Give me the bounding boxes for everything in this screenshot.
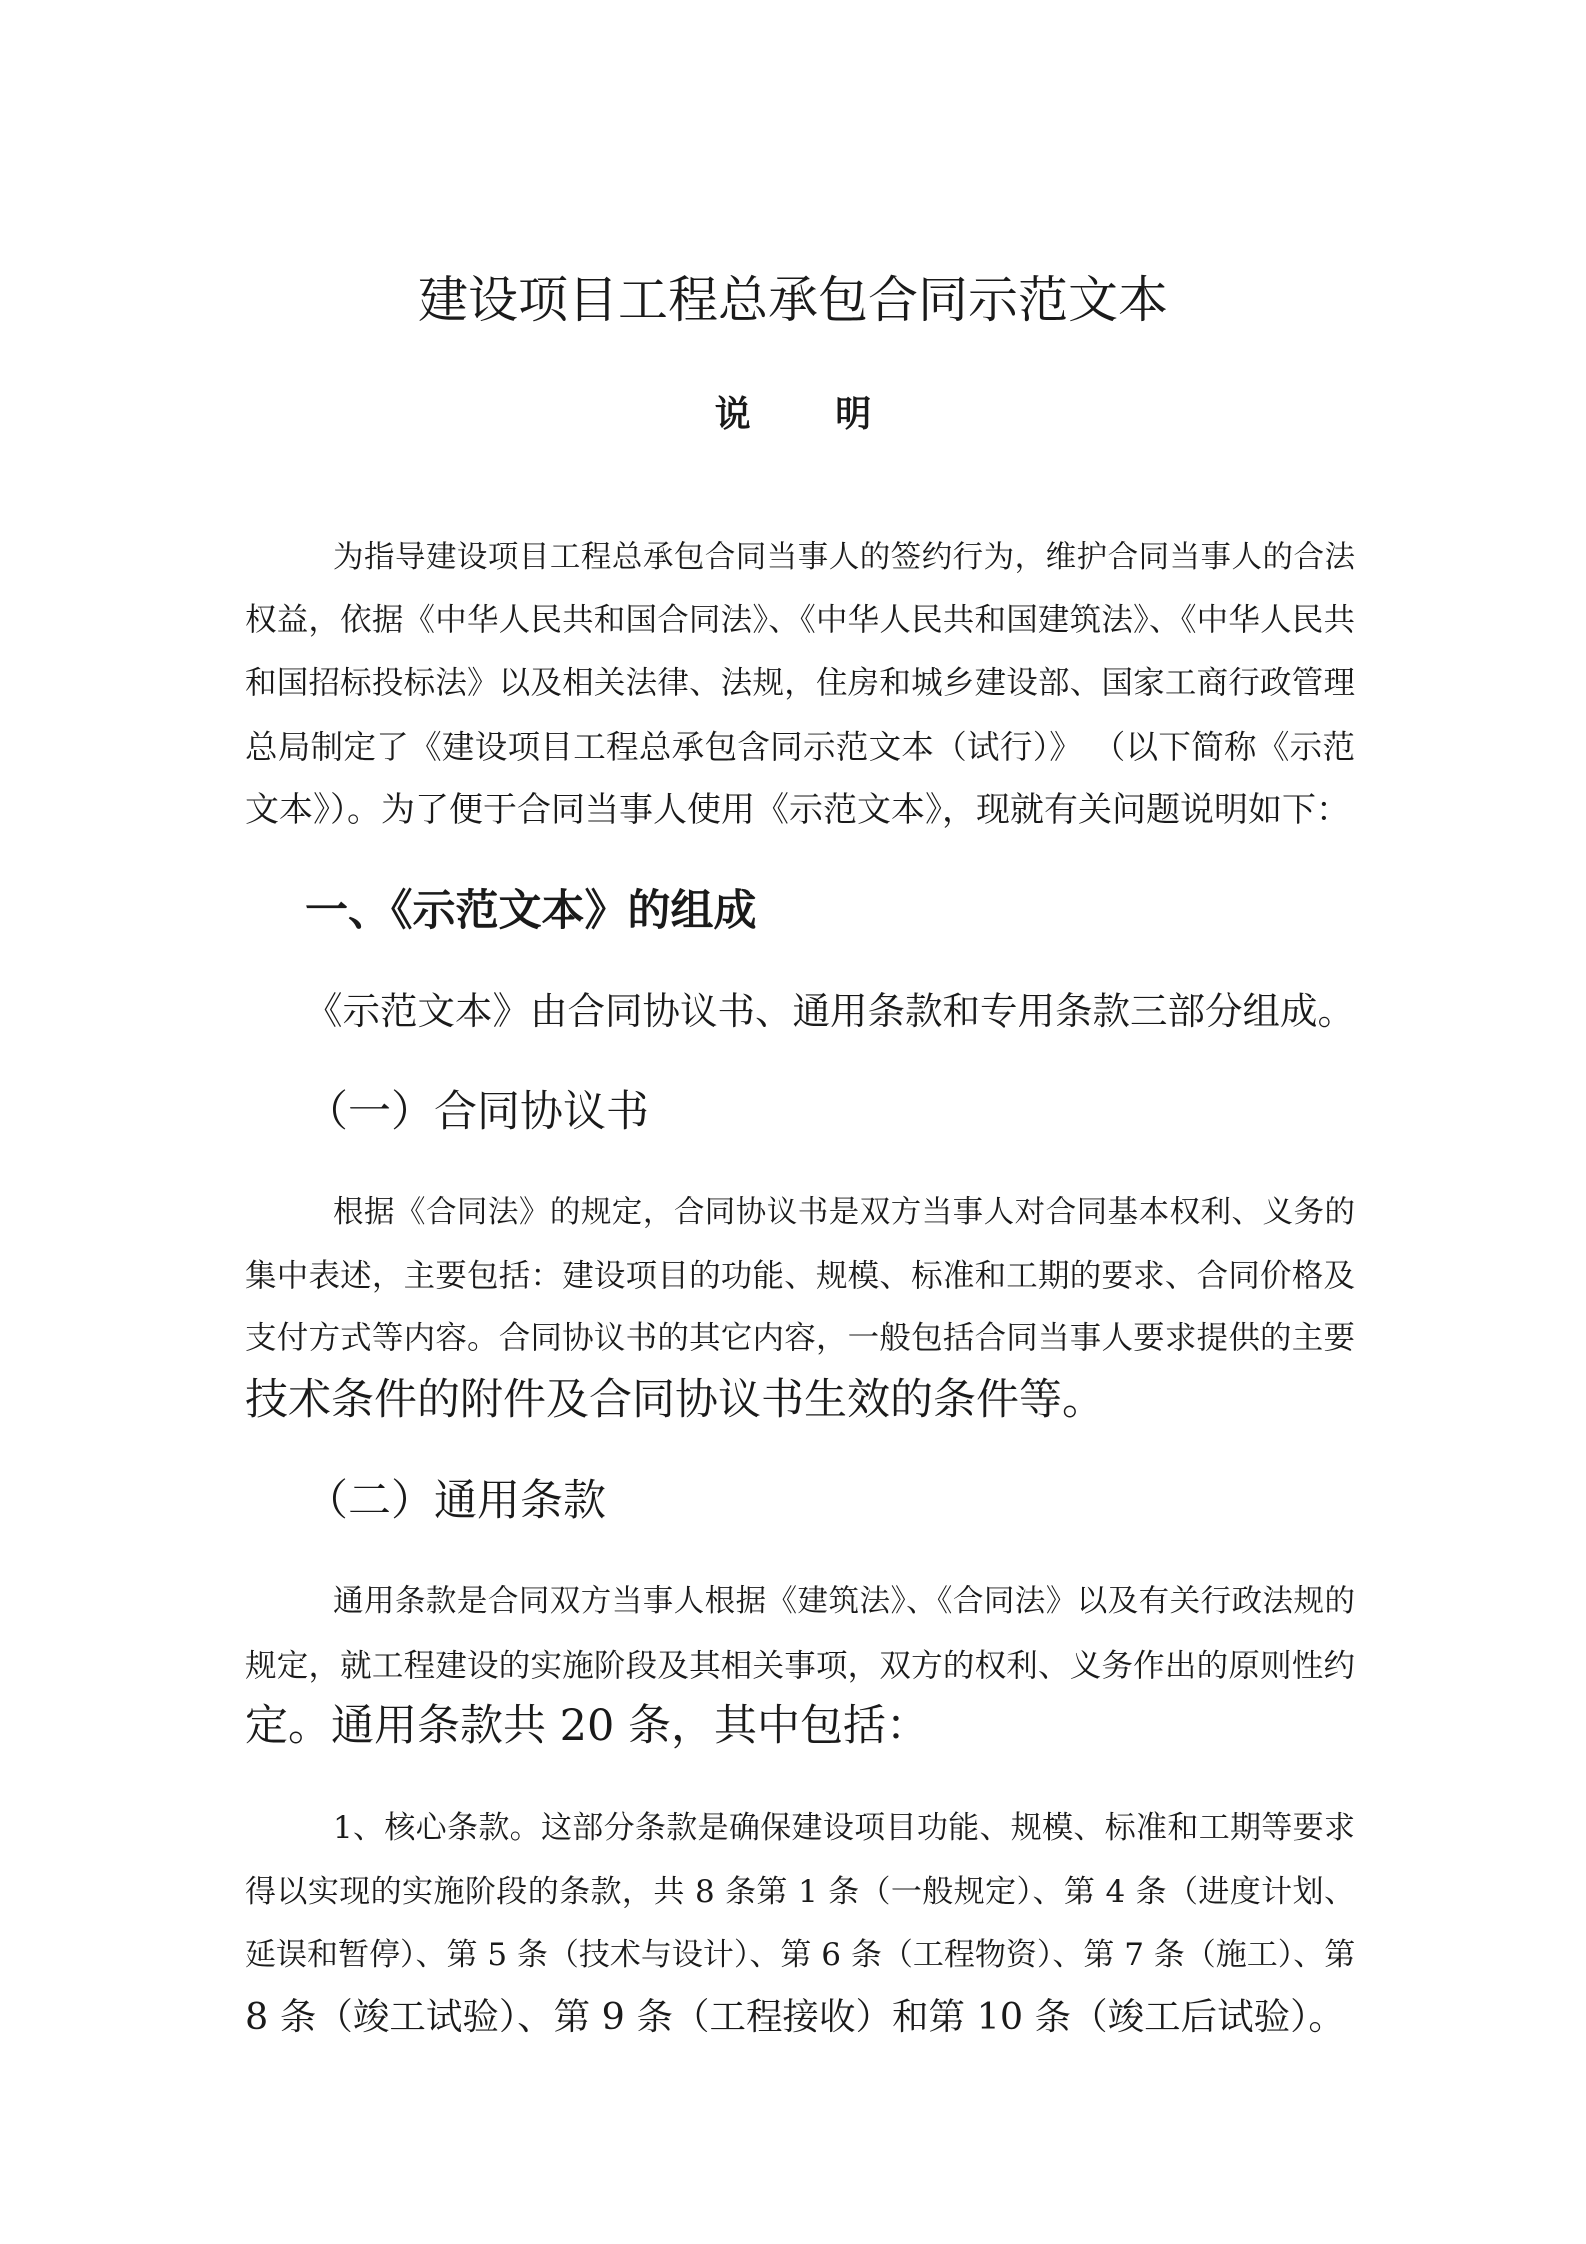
text-line: 文本》）。为了便于合同当事人使用《示范文本》，现就有关问题说明如下： (245, 790, 1350, 830)
text-line: 为指导建设项目工程总承包合同当事人的签约行为，维护合同当事人的合法 (333, 540, 1355, 575)
text-line: 规定，就工程建设的实施阶段及其相关事项，双方的权利、义务作出的原则性约 (245, 1648, 1355, 1684)
document-subtitle: 说 明 (714, 393, 908, 435)
text-line: 和国招标投标法》以及相关法律、法规，住房和城乡建设部、国家工商行政管理 (245, 665, 1355, 701)
subsection-heading: （二）通用条款 (305, 1476, 606, 1526)
text-line: 定。通用条款共 20 条，其中包括： (245, 1701, 930, 1751)
text-line: 集中表述，主要包括：建设项目的功能、规模、标准和工期的要求、合同价格及 (245, 1258, 1355, 1294)
text-line: 延误和暂停）、第 5 条（技术与设计）、第 6 条（工程物资）、第 7 条（施工）、第 (245, 1937, 1356, 1973)
text-line: 通用条款是合同双方当事人根据《建筑法》、《合同法》以及有关行政法规的 (333, 1584, 1355, 1619)
document-title: 建设项目工程总承包合同示范文本 (418, 271, 1168, 329)
text-line: 1、核心条款。这部分条款是确保建设项目功能、规模、标准和工期等要求 (333, 1810, 1355, 1846)
subsection-heading: （一）合同协议书 (305, 1087, 649, 1137)
section-text: 《示范文本》由合同协议书、通用条款和专用条款三部分组成。 (305, 989, 1355, 1033)
text-line: 8 条（竣工试验）、第 9 条（工程接收）和第 10 条（竣工后试验）。 (245, 1995, 1345, 2038)
text-line: 根据《合同法》的规定，合同协议书是双方当事人对合同基本权利、义务的 (333, 1195, 1355, 1230)
text-line: 总局制定了《建设项目工程总承包含同示范文本（试行）》 （以下简称《示范 (245, 728, 1355, 766)
text-line: 支付方式等内容。合同协议书的其它内容，一般包括合同当事人要求提供的主要 (245, 1320, 1355, 1356)
text-line: 技术条件的附件及合同协议书生效的条件等。 (245, 1375, 1105, 1425)
text-line: 权益，依据《中华人民共和国合同法》、《中华人民共和国建筑法》、《中华人民共 (245, 602, 1355, 638)
section-heading: 一、《示范文本》的组成 (305, 886, 757, 936)
text-line: 得以实现的实施阶段的条款，共 8 条第 1 条（一般规定）、第 4 条（进度计划、 (245, 1874, 1355, 1910)
